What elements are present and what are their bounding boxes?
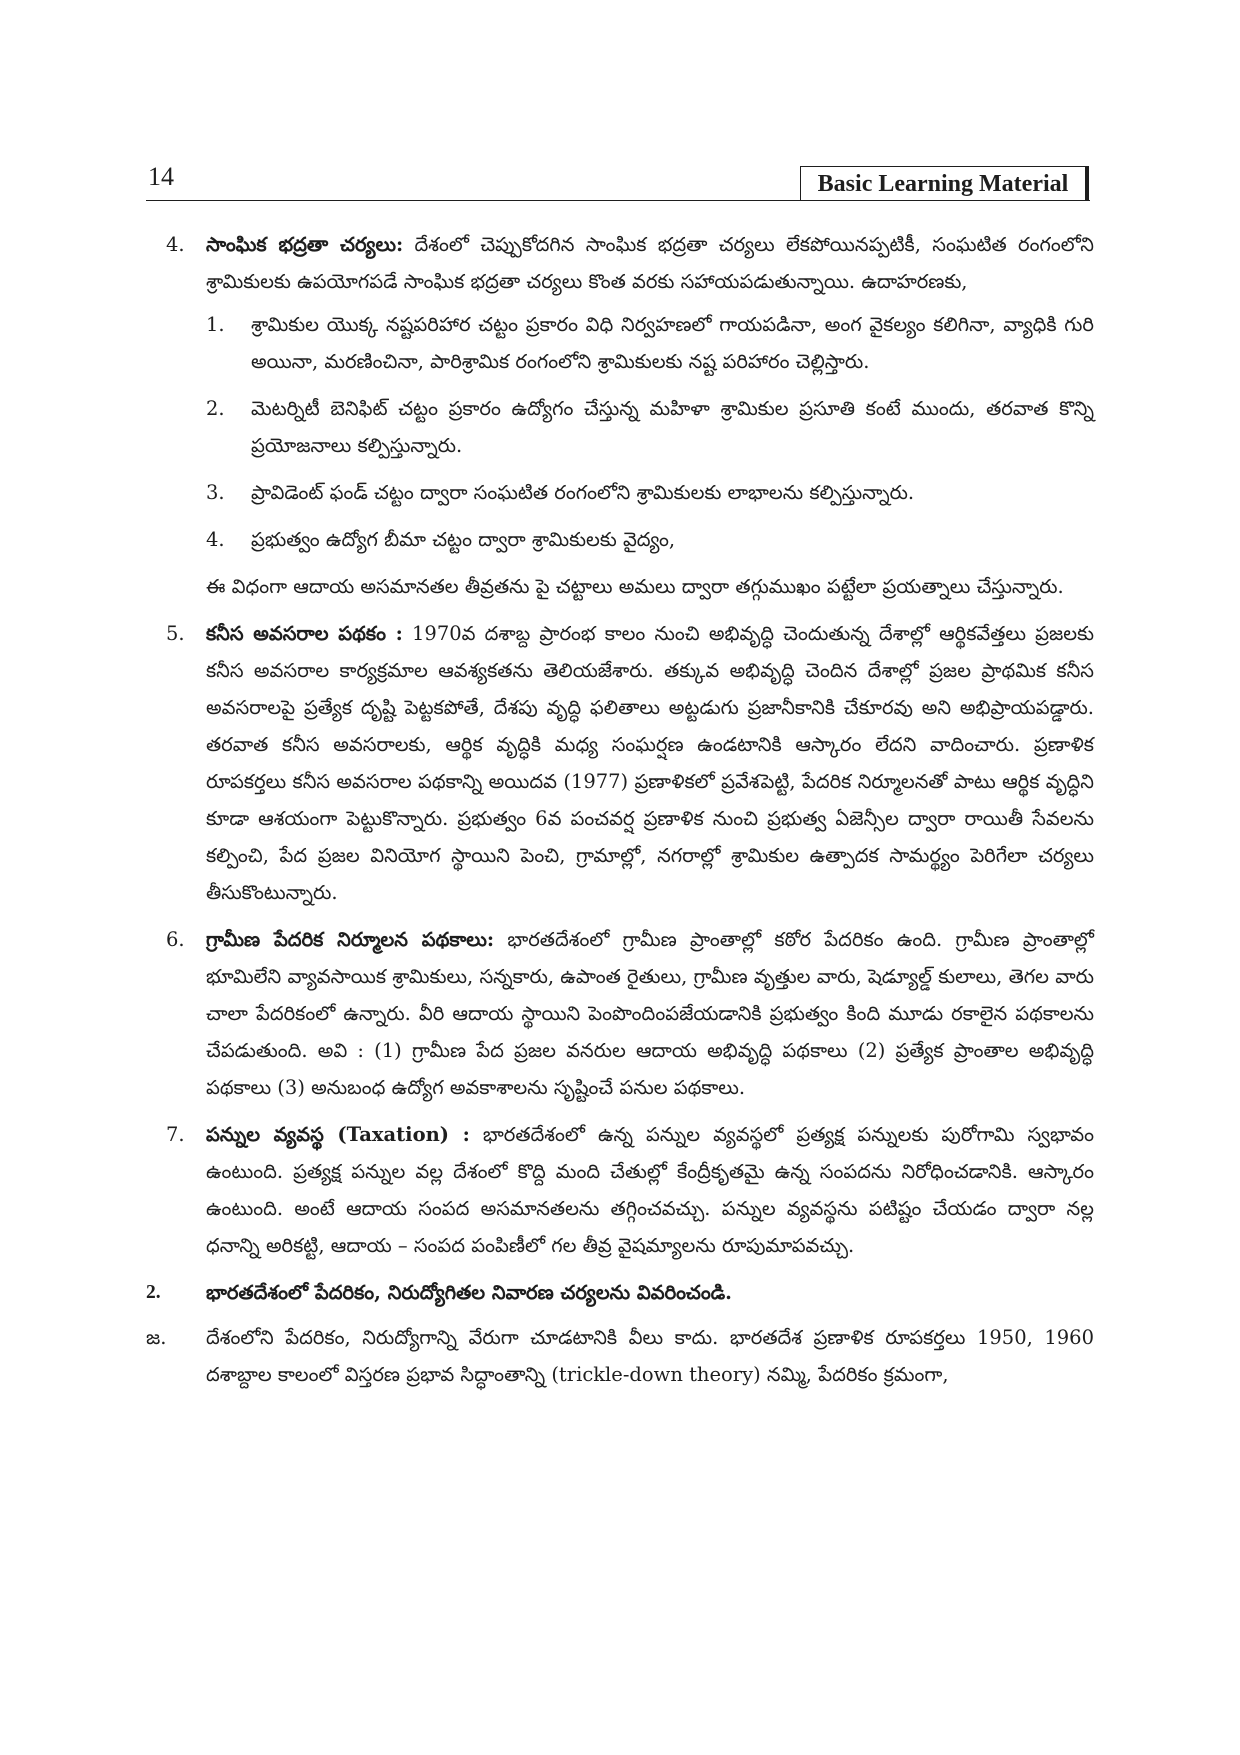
header-title: Basic Learning Material (800, 166, 1086, 201)
question (146, 1274, 1094, 1311)
sub-item-number: 1. (206, 313, 225, 336)
item-paragraph (206, 1116, 1094, 1264)
item-number: 7. (166, 1123, 185, 1146)
question-number: 2. (146, 1282, 161, 1303)
sub-item-3 (146, 474, 1094, 511)
sub-item-text: ప్రావిడెంట్ ఫండ్ చట్టం ద్వారా సంఘటిత రంగంలోని శ్రామికులకు లాభాలను కల్పిస్తున్నారు. (251, 481, 915, 504)
answer-text: దేశంలోని పేదరికం, నిరుద్యోగాన్ని వేరుగా చూడటానికి వీలు కాదు. భారతదేశ ప్రణాళిక రూపకర్తలు 1950, 1960 దశాబ్దాల కాలంలో విస్తరణ ప్రభావ సిద్ధాంతాన్ని (trickle-down theory) నమ్మి, పేదరికం క్రమంగా, (206, 1326, 1094, 1386)
list-item-4 (146, 226, 1094, 605)
item-heading: సాంఘిక భద్రతా చర్యలు: (206, 233, 404, 256)
item-text: 1970వ దశాబ్ద ప్రారంభ కాలం నుంచి అభివృద్ధి చెందుతున్న దేశాల్లో ఆర్థికవేత్తలు ప్రజలకు కనీస అవసరాల కార్యక్రమాల ఆవశ్యకతను తెలియజేశారు. తక్కువ అభివృద్ధి చెందిన దేశాల్లో ప్రజల ప్రాథమిక కనీస అవసరాలపై ప్రత్యేక దృష్టి పెట్టకపోతే, దేశపు వృద్ధి ఫలితాలు అట్టడుగు ప్రజానీకానికి చేకూరవు అని అభిప్రాయపడ్డారు. తరవాత కనీస అవసరాలకు, ఆర్థిక వృద్ధికి మధ్య సంఘర్షణ ఉండటానికి ఆస్కారం లేదని వాదించారు. ప్రణాళిక రూపకర్తలు కనీస అవసరాల పథకాన్ని అయిదవ (1977) ప్రణాళికలో ప్రవేశపెట్టి, పేదరిక నిర్మూలనతో పాటు ఆర్థిక వృద్ధిని కూడా ఆశయంగా పెట్టుకొన్నారు. ప్రభుత్వం 6వ పంచవర్ష ప్రణాళిక నుంచి ప్రభుత్వ ఏజెన్సీల ద్వారా రాయితీ సేవలను కల్పించి, పేద ప్రజల వినియోగ స్థాయిని పెంచి, గ్రామాల్లో, నగరాల్లో శ్రామికుల ఉత్పాదక సామర్థ్యం పెరిగేలా చర్యలు తీసుకొంటున్నారు. (206, 622, 1094, 904)
item-heading: కనీస అవసరాల పథకం : (206, 622, 403, 645)
item-text: భారతదేశంలో గ్రామీణ ప్రాంతాల్లో కఠోర పేదరికం ఉంది. గ్రామీణ ప్రాంతాల్లో భూమిలేని వ్యావసాయిక శ్రామికులు, సన్నకారు, ఉపాంత రైతులు, గ్రామీణ వృత్తుల వారు, షెడ్యూల్డ్ కులాలు, తెగల వారు చాలా పేదరికంలో ఉన్నారు. వీరి ఆదాయ స్థాయిని పెంపొందింపజేయడానికి ప్రభుత్వం కింది మూడు రకాలైన పథకాలను చేపడుతుంది. అవి : (1) గ్రామీణ పేద ప్రజల వనరుల ఆదాయ అభివృద్ధి పథకాలు (2) ప్రత్యేక ప్రాంతాల అభివృద్ధి పథకాలు (3) అనుబంధ ఉద్యోగ అవకాశాలను సృష్టించే పనుల పథకాలు. (206, 928, 1094, 1099)
item-heading: పన్నుల వ్యవస్థ (Taxation) : (206, 1123, 470, 1146)
item-heading: గ్రామీణ పేదరిక నిర్మూలన పథకాలు: (206, 928, 495, 951)
sub-item-number: 2. (206, 397, 225, 420)
list-item-5 (146, 615, 1094, 911)
item-paragraph (206, 226, 1094, 300)
sub-item-text: మెటర్నిటీ బెనిఫిట్ చట్టం ప్రకారం ఉద్యోగం చేస్తున్న మహిళా శ్రామికుల ప్రసూతి కంటే ముందు, తరవాత కొన్ని ప్రయోజనాలు కల్పిస్తున్నారు. (251, 397, 1094, 457)
item-text: భారతదేశంలో ఉన్న పన్నుల వ్యవస్థలో ప్రత్యక్ష పన్నులకు పురోగామి స్వభావం ఉంటుంది. ప్రత్యక్ష పన్నుల వల్ల దేశంలో కొద్ది మంది చేతుల్లో కేంద్రీకృతమై ఉన్న సంపదను నిరోధించడానికి. ఆస్కారం ఉంటుంది. అంటే ఆదాయ సంపద అసమానతలను తగ్గించవచ్చు. పన్నుల వ్యవస్థను పటిష్టం చేయడం ద్వారా నల్ల ధనాన్ని అరికట్టి, ఆదాయ – సంపద పంపిణీలో గల తీవ్ర వైషమ్యాలను రూపుమాపవచ్చు. (206, 1123, 1094, 1257)
sub-list (146, 306, 1094, 558)
sub-item-1 (146, 306, 1094, 380)
item-closing: ఈ విధంగా ఆదాయ అసమానతల తీవ్రతను పై చట్టాలు అమలు ద్వారా తగ్గుముఖం పట్టేలా ప్రయత్నాలు చేస్తున్నారు. (206, 575, 1064, 598)
page-number: 14 (148, 162, 174, 191)
item-paragraph (206, 921, 1094, 1106)
answer (146, 1319, 1094, 1393)
sub-item-number: 3. (206, 481, 225, 504)
list-item-6 (146, 921, 1094, 1106)
list-item-7 (146, 1116, 1094, 1264)
page-content (146, 226, 1094, 1393)
item-number: 5. (166, 622, 185, 645)
sub-item-4 (146, 521, 1094, 558)
item-paragraph (206, 615, 1094, 911)
sub-item-number: 4. (206, 528, 225, 551)
item-text: దేశంలో చెప్పుకోదగిన సాంఘిక భద్రతా చర్యలు లేకపోయినప్పటికీ, సంఘటిత రంగంలోని శ్రామికులకు ఉపయోగపడే సాంఘిక భద్రతా చర్యలు కొంత వరకు సహాయపడుతున్నాయి. ఉదాహరణకు, (206, 233, 1094, 293)
header-rule (146, 200, 1090, 201)
sub-item-2 (146, 390, 1094, 464)
sub-item-text: ప్రభుత్వం ఉద్యోగ బీమా చట్టం ద్వారా శ్రామికులకు వైద్యం, (251, 528, 676, 551)
question-text: భారతదేశంలో పేదరికం, నిరుద్యోగితల నివారణ చర్యలను వివరించండి. (206, 1281, 732, 1304)
answer-marker: జ. (146, 1326, 167, 1349)
item-number: 6. (166, 928, 185, 951)
sub-item-text: శ్రామికుల యొక్క నష్టపరిహార చట్టం ప్రకారం విధి నిర్వహణలో గాయపడినా, అంగ వైకల్యం కలిగినా, వ్యాధికి గురి అయినా, మరణించినా, పారిశ్రామిక రంగంలోని శ్రామికులకు నష్ట పరిహారం చెల్లిస్తారు. (251, 313, 1094, 373)
item-number: 4. (166, 233, 185, 256)
